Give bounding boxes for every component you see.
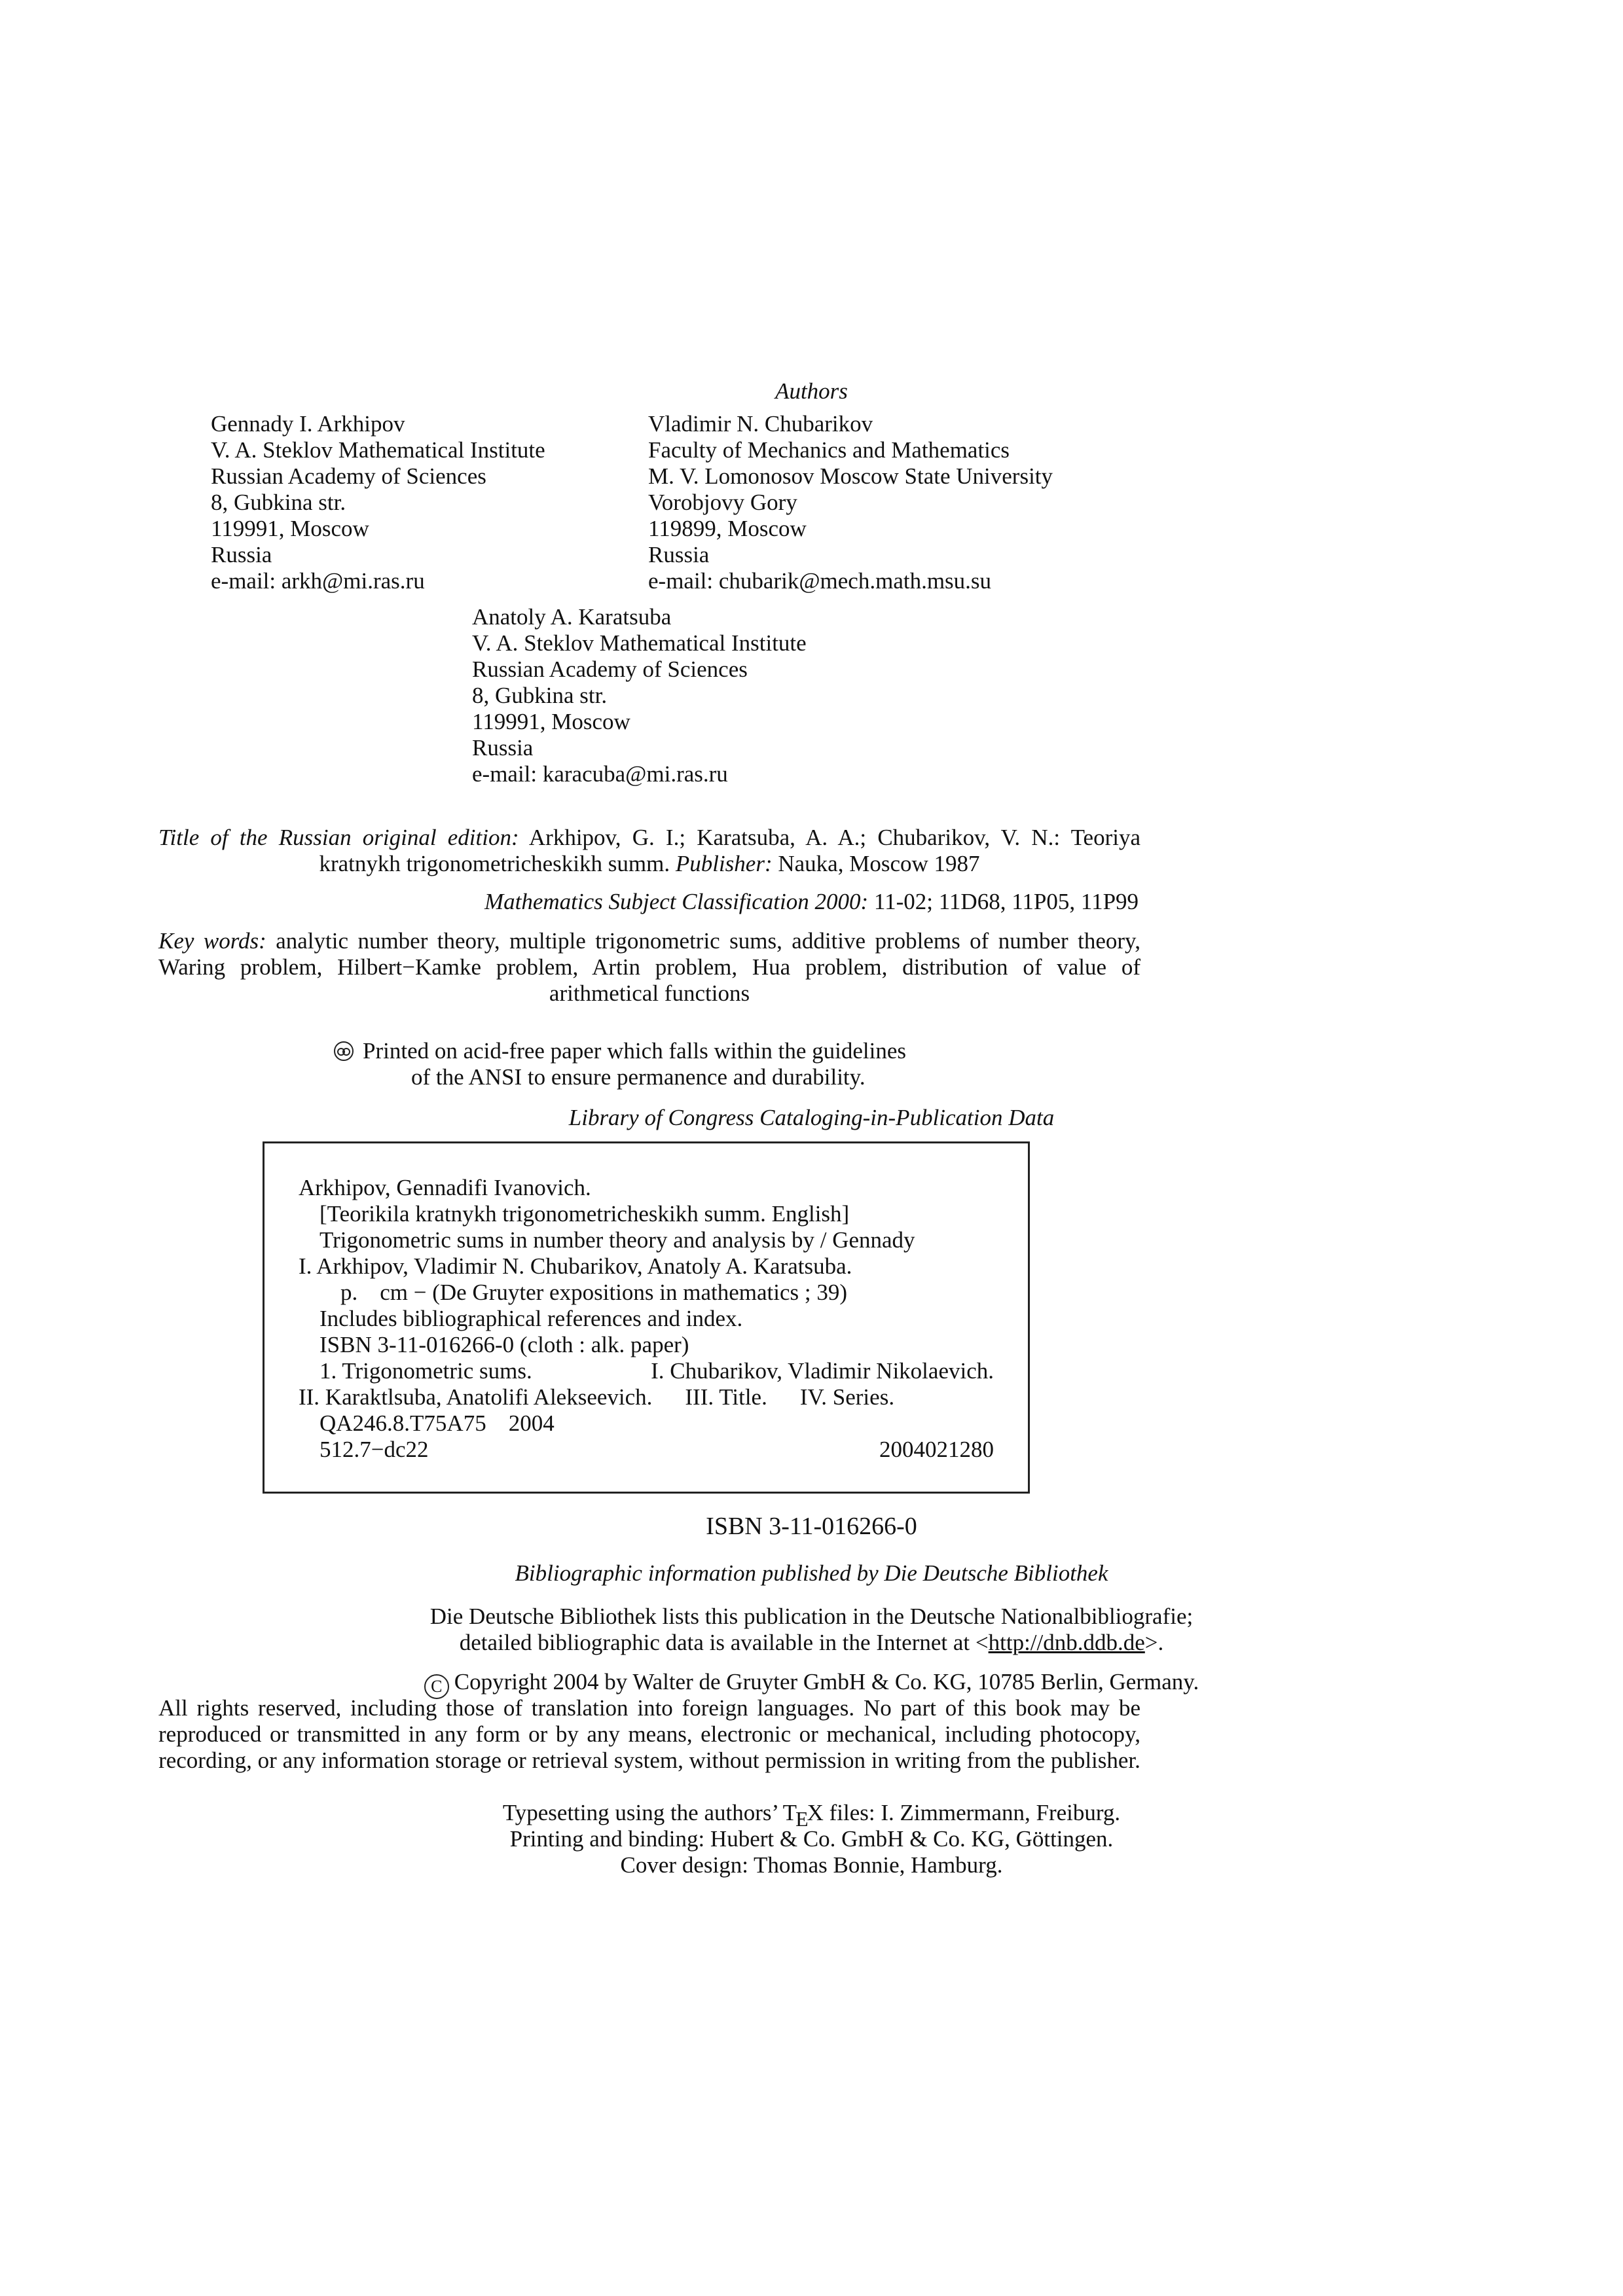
author-city: 119991, Moscow (211, 516, 369, 541)
author-block-chubarikov (648, 411, 1053, 594)
paper-notice-line: of the ANSI to ensure permanence and durability. (411, 1064, 866, 1090)
dnb-heading: Bibliographic information published by Die Deutsche Bibliothek (515, 1560, 1108, 1586)
isbn: ISBN 3-11-016266-0 (706, 1513, 917, 1540)
acid-free-paper-icon (334, 1041, 354, 1061)
typesetting-credit: Typesetting using the authors’ TEX files: I. Zimmermann, Freiburg. (502, 1800, 1121, 1831)
dnb-line: detailed bibliographic data is available in the Internet at < (459, 1630, 989, 1655)
cip-line: II. Karaktlsuba, Anatolifi Alekseevich. III. Title. IV. Series. (299, 1384, 895, 1410)
author-email: e-mail: karacuba@mi.ras.ru (472, 761, 728, 787)
loc-heading: Library of Congress Cataloging-in-Publication Data (568, 1105, 1055, 1130)
author-email: e-mail: arkh@mi.ras.ru (211, 568, 425, 594)
printing-credit: Printing and binding: Hubert & Co. GmbH & Co. KG, Göttingen. (509, 1826, 1114, 1852)
cip-line: p. cm − (De Gruyter expositions in mathematics ; 39) (340, 1280, 847, 1305)
cip-line: I. Arkhipov, Vladimir N. Chubarikov, Anatoly A. Karatsuba. (299, 1253, 852, 1279)
author-affiliation: V. A. Steklov Mathematical Institute (472, 630, 807, 656)
cip-line: QA246.8.T75A75 2004 (319, 1410, 555, 1436)
author-affiliation: Russian Academy of Sciences (211, 463, 486, 489)
original-edition-text: Arkhipov, G. I.; Karatsuba, A. A.; Chubarikov, V. N.: Teoriya kratnykh trigonometricheskikh summ. (319, 825, 1140, 876)
msc-label: Mathematics Subject Classification 2000: (484, 889, 869, 914)
publisher: Nauka, Moscow 1987 (778, 851, 980, 876)
cip-line: Includes bibliographical references and index. (319, 1306, 743, 1331)
copyright-rights: All rights reserved, including those of translation into foreign languages. No part of this book may be reproduced or transmitted in any form or by any means, electronic or mechanical, including photocopy, recording, or any information storage or retrieval system, without permission in writing from the publisher. (158, 1695, 1140, 1773)
cip-line: Arkhipov, Gennadifi Ivanovich. (299, 1175, 591, 1200)
dnb-notice: Die Deutsche Bibliothek lists this publication in the Deutsche Nationalbibliografie; detailed bibliographic data is available in the Internet at <http://dnb.ddb.de>. (0, 1604, 1623, 1656)
cip-line: Trigonometric sums in number theory and analysis by / Gennady (319, 1227, 915, 1253)
copyright-text: Copyright 2004 by Walter de Gruyter GmbH & Co. KG, 10785 Berlin, Germany. (454, 1669, 1199, 1695)
author-country: Russia (211, 542, 272, 567)
original-edition-label: Title of the Russian original edition: (158, 825, 519, 850)
original-edition (158, 825, 1140, 877)
author-affiliation: Russian Academy of Sciences (472, 656, 748, 682)
paper-notice (334, 1038, 906, 1090)
dnb-line: Die Deutsche Bibliothek lists this publication in the Deutsche Nationalbibliografie; (429, 1604, 1194, 1629)
author-block-arkhipov (211, 411, 545, 594)
author-street: 8, Gubkina str. (211, 490, 346, 515)
cip-line: 512.7−dc22 2004021280 (319, 1437, 994, 1462)
paper-notice-line: Printed on acid-free paper which falls within the guidelines (363, 1038, 907, 1064)
author-city: 119899, Moscow (648, 516, 807, 541)
author-affiliation: V. A. Steklov Mathematical Institute (211, 437, 545, 463)
keywords-text: analytic number theory, multiple trigonometric sums, additive problems of number theory, Waring problem, Hilbert−Kamke problem, Artin problem, Hua problem, distribution of value of arithmetical functions (158, 928, 1140, 1006)
author-block-karatsuba (472, 604, 807, 787)
author-street: 8, Gubkina str. (472, 683, 608, 708)
author-street: Vorobjovy Gory (648, 490, 797, 515)
cip-line: ISBN 3-11-016266-0 (cloth : alk. paper) (319, 1332, 689, 1357)
author-name: Anatoly A. Karatsuba (472, 604, 672, 630)
msc-line (0, 889, 1623, 915)
author-email: e-mail: chubarik@mech.math.msu.su (648, 568, 992, 594)
dnb-link[interactable]: http://dnb.ddb.de (988, 1630, 1145, 1655)
cip-data-box (263, 1141, 1030, 1494)
author-affiliation: Faculty of Mechanics and Mathematics (648, 437, 1010, 463)
msc-codes: 11-02; 11D68, 11P05, 11P99 (873, 889, 1139, 914)
keywords-label: Key words: (158, 928, 266, 954)
copyright-icon: C (424, 1674, 449, 1699)
cover-credit: Cover design: Thomas Bonnie, Hamburg. (620, 1852, 1003, 1878)
credits (0, 1800, 1623, 1878)
author-affiliation: M. V. Lomonosov Moscow State University (648, 463, 1053, 489)
author-name: Vladimir N. Chubarikov (648, 411, 873, 437)
author-country: Russia (648, 542, 710, 567)
publisher-label: Publisher: (675, 851, 773, 876)
authors-heading: Authors (775, 378, 848, 404)
cip-line: 1. Trigonometric sums. I. Chubarikov, Vladimir Nikolaevich. (319, 1358, 994, 1384)
author-city: 119991, Moscow (472, 709, 630, 734)
author-name: Gennady I. Arkhipov (211, 411, 405, 437)
cip-line: [Teorikila kratnykh trigonometricheskikh summ. English] (319, 1201, 850, 1227)
keywords (158, 928, 1140, 1007)
author-country: Russia (472, 735, 534, 761)
